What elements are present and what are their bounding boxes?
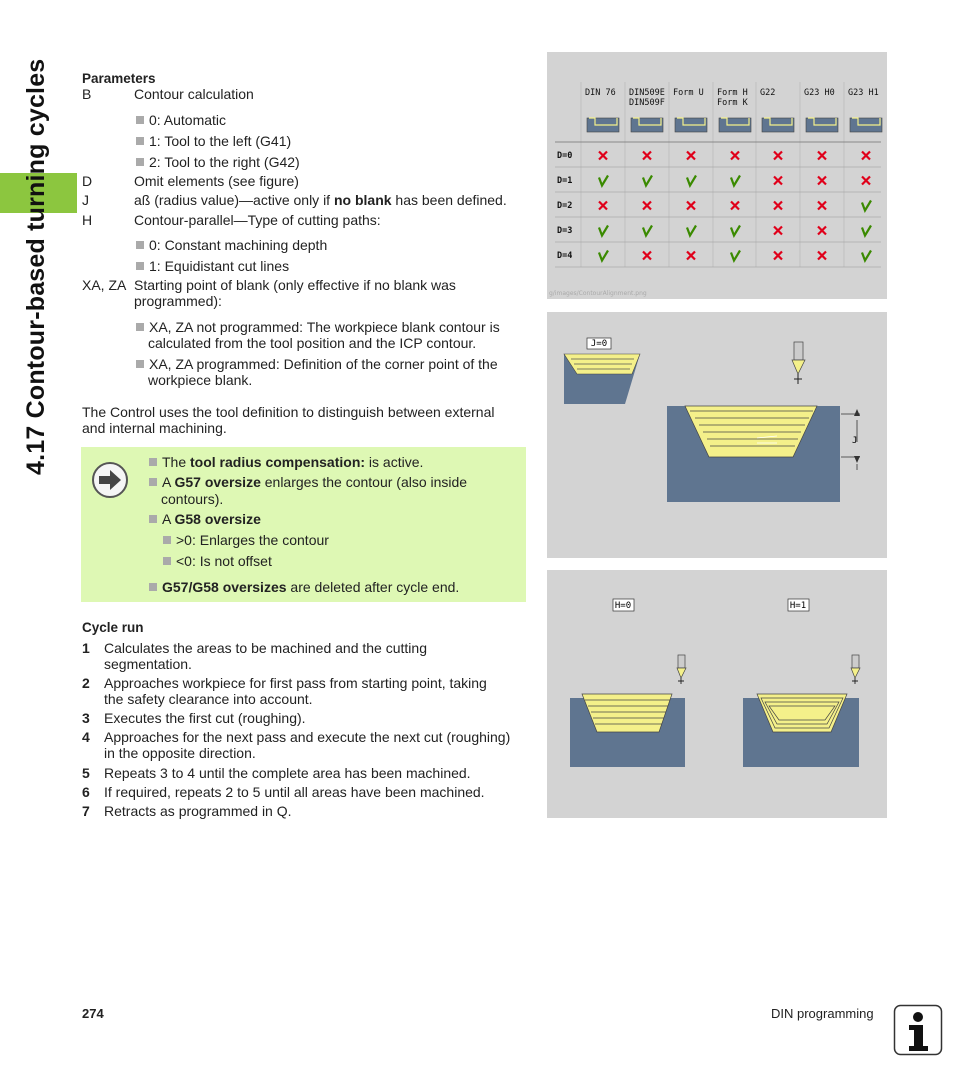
option-text: 2: Tool to the right (G42) [149, 154, 300, 170]
note-subitem [163, 553, 272, 569]
intro-text-1: The Control uses the tool definition to distinguish between external [82, 404, 495, 420]
param-h-option [136, 237, 327, 253]
row-label: D=3 [557, 226, 573, 236]
chapter-title: 4.17 Contour-based turning cycles [22, 58, 50, 475]
param-d-label: D [82, 173, 93, 189]
note-item [149, 579, 459, 595]
bullet-icon [149, 515, 157, 523]
param-xa-option-cont: workpiece blank. [148, 372, 253, 388]
param-xa-option [136, 356, 498, 372]
j-figure [547, 312, 887, 558]
step-line: segmentation. [104, 656, 192, 672]
text-bold: G58 oversize [174, 511, 261, 527]
param-xa-option [136, 319, 500, 335]
param-xa-text-2: programmed): [134, 293, 222, 309]
bullet-icon [136, 262, 144, 270]
intro-text-2: and internal machining. [82, 420, 227, 436]
param-xa-label: XA, ZA [82, 277, 127, 293]
text-part: A [162, 511, 175, 527]
step-line: Executes the first cut (roughing). [104, 710, 306, 726]
column-header: Form K [717, 98, 748, 108]
step-number: 3 [82, 710, 90, 726]
text-part: The [162, 454, 191, 470]
param-h-option [136, 258, 289, 274]
param-b-option [136, 154, 300, 170]
step-text [104, 784, 524, 800]
step-number: 2 [82, 675, 90, 691]
param-xa-text-1: Starting point of blank (only effective if no blank was [134, 277, 456, 293]
bullet-icon [149, 583, 157, 591]
step-line: the safety clearance into account. [104, 691, 313, 707]
option-text: XA, ZA not programmed: The workpiece blank contour is [149, 319, 500, 335]
page-number: 274 [82, 1006, 104, 1021]
column-header: G22 [760, 88, 776, 98]
row-label: D=0 [557, 151, 573, 161]
footer-section: DIN programming [771, 1006, 874, 1021]
step-text [104, 729, 524, 761]
param-b-text: Contour calculation [134, 86, 254, 102]
note-subitem [163, 532, 329, 548]
figure-omit-elements [547, 52, 887, 299]
option-text: 1: Tool to the left (G41) [149, 133, 292, 149]
text-part: is active. [365, 454, 424, 470]
param-xa-option-cont: calculated from the tool position and the ICP contour. [148, 335, 477, 351]
note-item [149, 454, 423, 470]
info-icon [893, 1004, 943, 1056]
h-figure [547, 570, 887, 818]
step-text [104, 765, 524, 781]
bullet-icon [163, 557, 171, 565]
bullet-icon [149, 478, 157, 486]
step-line: Approaches for the next pass and execute the next cut (roughing) [104, 729, 511, 745]
option-text: 1: Equidistant cut lines [149, 258, 290, 274]
text-part: <0: Is not offset [176, 553, 272, 569]
param-b-option [136, 112, 226, 128]
param-b-label: B [82, 86, 92, 102]
table-bg [555, 82, 881, 268]
omit-elements-table [547, 52, 887, 299]
label-j: J [852, 436, 858, 446]
step-line: Calculates the areas to be machined and the cutting [104, 640, 427, 656]
param-b-option [136, 133, 291, 149]
param-d-text: Omit elements (see figure) [134, 173, 299, 189]
text-bold: tool radius compensation: [190, 454, 366, 470]
step-number: 4 [82, 729, 90, 745]
text-part: has been defined. [391, 192, 507, 208]
bullet-icon [136, 158, 144, 166]
text-part: >0: Enlarges the contour [176, 532, 329, 548]
text-part: A [162, 474, 175, 490]
tool-insert [792, 360, 805, 374]
bullet-icon [136, 116, 144, 124]
column-header: DIN 76 [585, 88, 616, 98]
step-line: If required, repeats 2 to 5 until all areas have been machined. [104, 784, 485, 800]
param-j-text [134, 192, 507, 208]
step-number: 6 [82, 784, 90, 800]
step-line: Retracts as programmed in Q. [104, 803, 292, 819]
text-bold: G57 oversize [174, 474, 261, 490]
step-line: Repeats 3 to 4 until the complete area has been machined. [104, 765, 471, 781]
column-header: G23 H0 [804, 88, 835, 98]
label-h0: H=0 [614, 601, 632, 611]
bullet-icon [136, 360, 144, 368]
row-label: D=2 [557, 201, 573, 211]
step-text [104, 675, 524, 707]
step-number: 7 [82, 803, 90, 819]
step-number: 5 [82, 765, 90, 781]
tool-holder [794, 342, 803, 360]
column-header: Form H [717, 88, 748, 98]
bullet-icon [163, 536, 171, 544]
bullet-icon [149, 458, 157, 466]
option-text: XA, ZA programmed: Definition of the corner point of the [149, 356, 498, 372]
bullet-icon [136, 137, 144, 145]
label-h1: H=1 [789, 601, 807, 611]
text-part: aß (radius value)—active only if [134, 192, 334, 208]
row-label: D=4 [557, 251, 573, 261]
step-line: Approaches workpiece for first pass from starting point, taking [104, 675, 487, 691]
step-line: in the opposite direction. [104, 745, 256, 761]
step-number: 1 [82, 640, 90, 656]
column-header: G23 H1 [848, 88, 879, 98]
step-text [104, 803, 524, 819]
row-label: D=1 [557, 176, 573, 186]
param-h-label: H [82, 212, 93, 228]
option-text: 0: Automatic [149, 112, 227, 128]
column-header: DIN509F [629, 98, 665, 108]
column-header: Form U [673, 88, 704, 98]
param-h-text: Contour-parallel—Type of cutting paths: [134, 212, 381, 228]
step-text [104, 640, 524, 672]
param-j-label: J [82, 192, 89, 208]
text-bold: G57/G58 oversizes [162, 579, 287, 595]
column-header: DIN509E [629, 88, 665, 98]
option-text: 0: Constant machining depth [149, 237, 328, 253]
text-bold: no blank [333, 192, 392, 208]
figure-caption: g/images/ContourAlignment.png [549, 290, 647, 297]
text-part: enlarges the contour (also inside [260, 474, 468, 490]
note-item [149, 474, 467, 490]
note-item-cont: contours). [161, 491, 224, 507]
parameters-heading: Parameters [82, 71, 156, 86]
step-text [104, 710, 524, 726]
note-item [149, 511, 261, 527]
arrow-right-icon [91, 461, 129, 499]
figure-h-cutting-paths [547, 570, 887, 818]
text-part: are deleted after cycle end. [286, 579, 460, 595]
bullet-icon [136, 241, 144, 249]
figure-j-allowance [547, 312, 887, 558]
label-j0: J=0 [590, 339, 608, 349]
cycle-run-heading: Cycle run [82, 620, 144, 635]
bullet-icon [136, 323, 144, 331]
